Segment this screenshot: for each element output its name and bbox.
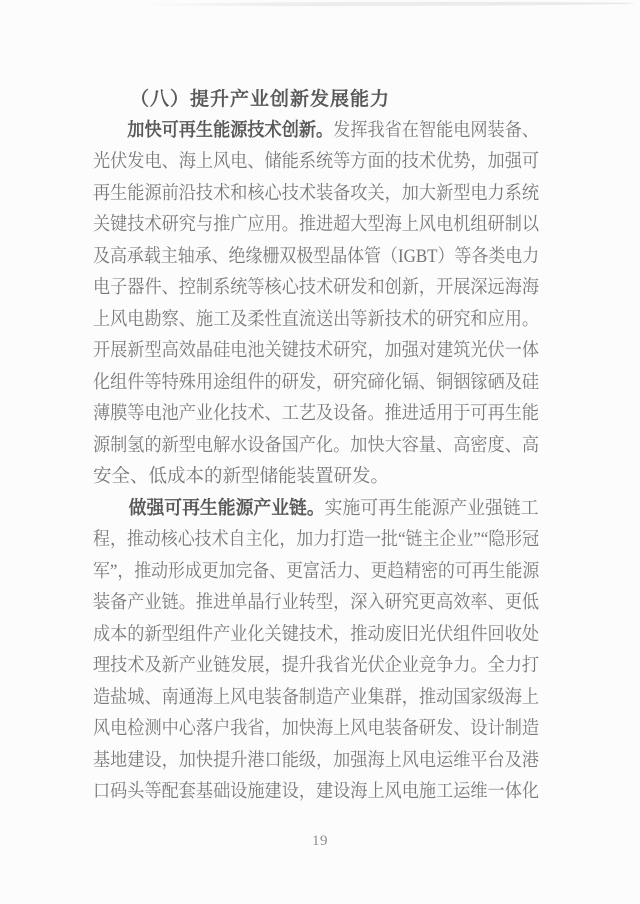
text-line: 化组件等特殊用途组件的研发，研究碲化镉、铜铟镓硒及硅 — [93, 372, 540, 393]
text-line: 风电检测中心落户我省，加快海上风电装备研发、设计制造 — [93, 719, 540, 739]
text-line: 程，推动核心技术自主化，加力打造一批“链主企业”“隐形冠 — [93, 530, 540, 550]
text-line: 源制氢的新型电解水设备国产化。加快大容量、高密度、高 — [93, 435, 540, 456]
text-line: 做强可再生能源产业链。实施可再生能源产业强链工 — [128, 498, 539, 519]
text-line: 军”，推动形成更加完备、更富活力、更趋精密的可再生能源 — [93, 561, 540, 582]
text-line: 电子器件、控制系统等核心技术研发和创新，开展深远海海 — [93, 278, 540, 298]
text-line: 基地建设，加快提升港口能级，加强海上风电运维平台及港 — [93, 750, 540, 771]
text-line: 开展新型高效晶硅电池关键技术研究，加强对建筑光伏一体 — [93, 341, 540, 361]
section-heading: （八）提升产业创新发展能力 — [130, 89, 391, 110]
page-number: 19 — [312, 833, 328, 849]
text-block — [93, 84, 539, 809]
text-line: 上风电勘察、施工及柔性直流送出等新技术的研究和应用。 — [93, 309, 540, 330]
text-line: 关键技术研究与推广应用。推进超大型海上风电机组研制以 — [93, 215, 540, 235]
text-line: 造盐城、南通海上风电装备制造产业集群，推动国家级海上 — [93, 687, 540, 708]
text-line: 装备产业链。推进单晶行业转型，深入研究更高效率、更低 — [93, 593, 540, 613]
document-body — [93, 116, 539, 809]
text-line: 再生能源前沿技术和核心技术装备攻关，加大新型电力系统 — [93, 183, 540, 204]
text-line: 薄膜等电池产业化技术、工艺及设备。推进适用于可再生能 — [93, 404, 540, 424]
text-line: 口码头等配套基础设施建设，建设海上风电施工运维一体化 — [93, 782, 540, 802]
text-line: 及高承载主轴承、绝缘栅双极型晶体管（IGBT）等各类电力 — [93, 246, 540, 267]
paragraph-lead: 加快可再生能源技术创新。 — [127, 120, 334, 141]
text-line: 成本的新型组件产业化关键技术，推动废旧光伏组件回收处 — [93, 624, 540, 645]
text-line: 理技术及新产业链发展，提升我省光伏企业竞争力。全力打 — [93, 656, 540, 676]
scan-smudge-artifact — [130, 1, 635, 6]
text-line: 安全、低成本的新型储能装置研发。 — [93, 467, 390, 487]
paragraph-lead: 做强可再生能源产业链。 — [128, 498, 325, 519]
text-line: 加快可再生能源技术创新。发挥我省在智能电网装备、 — [127, 120, 540, 141]
text-line: 光伏发电、海上风电、储能系统等方面的技术优势，加强可 — [93, 152, 540, 172]
